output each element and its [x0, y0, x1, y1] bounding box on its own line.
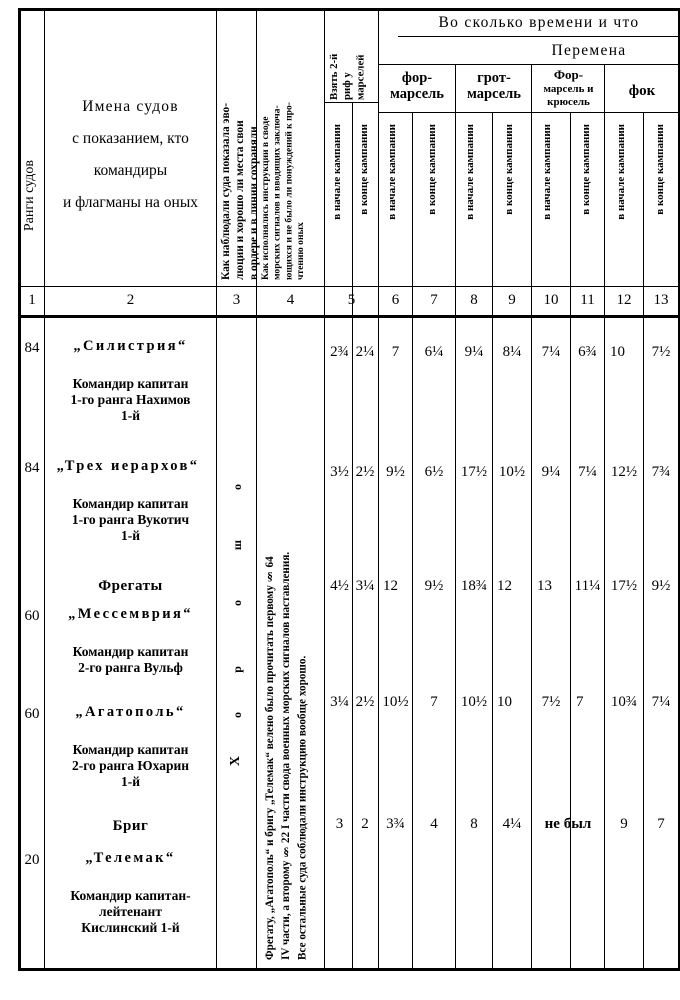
rule-v-col6 [412, 112, 413, 971]
row-2-val-9: 12 [497, 578, 512, 594]
colnum-12: 12 [616, 292, 632, 308]
reef-group-l3: марселей [354, 54, 367, 100]
row-0-val-12: 10 [610, 344, 625, 360]
group-formarsel-l2: марсель [390, 86, 444, 103]
col3-letter-o2: о [230, 484, 244, 490]
row-4-val-13: 7 [657, 816, 665, 832]
row-commander-1 [46, 496, 215, 544]
row-0-val-11: 6¾ [578, 344, 597, 360]
row-0-val-9: 8¼ [502, 344, 522, 360]
row-0-val-8: 9¼ [464, 344, 484, 360]
col-header-ships-line3: командиры [93, 162, 168, 179]
row-4-val-12: 9 [620, 816, 628, 832]
row-2-val-13: 9½ [651, 578, 671, 594]
row-3-val-5e: 2½ [355, 694, 375, 710]
row-rank-3: 60 [24, 706, 40, 722]
subheader-end-9: в конце кампании [503, 124, 515, 215]
rule-span-top [398, 36, 680, 37]
subheader-start-6: в начале кампании [386, 124, 398, 220]
row-commander-1-l2: 1-го ранга Вукотич [71, 511, 190, 527]
col-header-instructions-l2: морских сигналов и вводящих заключа- [271, 105, 283, 280]
col-header-instructions-l3: ющихся и не было ли понуждений к про- [283, 102, 295, 280]
row-commander-0-l2: 1-го ранга Нахимов [70, 391, 191, 407]
col-header-evolutions-l3: в ордере и в линии сохраняли [247, 126, 260, 280]
col3-letter-sh: ш [230, 540, 244, 551]
row-0-val-13: 7½ [651, 344, 671, 360]
row-3-val-8: 10½ [460, 694, 488, 710]
row-commander-4 [46, 888, 215, 936]
col4-note-l2: IV части, а второму § 22 I части свода военных морских сигналов наставления. [280, 551, 293, 960]
colnum-10: 10 [543, 292, 559, 308]
row-rank-2: 60 [24, 608, 40, 624]
col4-note-l1: Фрегату, „Агатополь“ и бригу „Телемак“ велено было прочитать первому § 64 [264, 556, 276, 960]
row-4-val-5e: 2 [361, 816, 369, 832]
group-header-formarsel [379, 70, 455, 102]
row-rank-0: 84 [24, 340, 40, 356]
row-ship-3: „Агатополь“ [75, 704, 186, 720]
row-commander-4-l3: Кислинский 1-й [81, 919, 180, 935]
row-2-val-5e: 3¼ [355, 578, 375, 594]
row-commander-2-l1: Командир капитан [72, 644, 189, 659]
row-rank-4: 20 [24, 852, 40, 868]
row-ship-2: „Мессемврия“ [68, 606, 193, 622]
row-commander-2 [46, 644, 215, 676]
colnum-6: 6 [391, 292, 400, 308]
subheader-end-5: в конце кампании [358, 124, 370, 215]
row-3-val-13: 7¼ [651, 694, 671, 710]
col-header-evolutions-l1: Как наблюдали суда показала эво- [220, 102, 232, 280]
row-2-val-5s: 4½ [330, 578, 349, 594]
row-rank-1: 84 [24, 460, 40, 476]
row-2-val-11: 11¼ [574, 578, 601, 594]
colnum-7: 7 [430, 292, 438, 308]
row-commander-3-l2: 2-го ранга Юхарин [71, 757, 190, 773]
row-2-val-8: 18¾ [460, 578, 488, 594]
col4-note [262, 330, 311, 960]
group-grotmarsel-l2: марсель [467, 86, 521, 103]
subheader-start-12: в начале кампании [615, 124, 627, 220]
colnum-1: 1 [28, 292, 36, 308]
rule-span-change [378, 64, 680, 65]
row-0-val-5s: 2¾ [330, 344, 349, 360]
subheader-end-7: в конце кампании [426, 124, 438, 215]
row-0-val-6: 7 [391, 344, 400, 360]
row-1-val-6: 9½ [386, 464, 405, 480]
rule-bottom [18, 968, 680, 971]
row-1-val-5e: 2½ [355, 464, 375, 480]
row-3-val-6: 10½ [382, 694, 409, 710]
group-header-fok [606, 83, 678, 100]
row-commander-3 [46, 742, 215, 790]
col-header-ships-line4: и флагманы на оных [62, 194, 199, 211]
col-header-rank: Ранги судов [22, 160, 37, 232]
rule-v-col11 [604, 64, 605, 971]
col-header-reef-group [328, 14, 368, 100]
row-ship-0: „Силистрия“ [73, 338, 188, 354]
row-1-val-11: 7¼ [578, 464, 597, 480]
row-commander-2-l2: 2-го ранга Вульф [78, 659, 183, 675]
row-3-val-12: 10¾ [610, 694, 638, 710]
rule-v-col7 [455, 64, 456, 971]
rule-v-col8 [492, 112, 493, 971]
row-4-val-10-11-merged: не был [544, 816, 592, 832]
reef-group-l2: риф у [341, 72, 354, 100]
subheader-end-11: в конце кампании [580, 124, 592, 215]
col-header-evolutions [220, 14, 262, 280]
row-ship-1: „Трех иерархов“ [56, 458, 200, 474]
rule-col5-bottom [324, 102, 378, 103]
subheader-start-10: в начале кампании [541, 124, 553, 220]
col-header-ships-line1: Имена судов [82, 98, 179, 115]
header-span-change: Перемена [551, 42, 627, 59]
row-3-val-10: 7½ [541, 694, 561, 710]
row-commander-4-l2: лейтенант [99, 903, 162, 919]
row-4-val-7: 4 [430, 816, 438, 832]
colnum-5: 5 [347, 292, 356, 308]
row-3-val-7: 7 [430, 694, 438, 710]
rule-group-bottom [378, 112, 680, 113]
row-2-val-12: 17½ [610, 578, 638, 594]
group-header-formarsel-kryusel [533, 67, 604, 110]
row-2-val-7: 9½ [424, 578, 444, 594]
row-2-val-10: 13 [537, 578, 552, 594]
group-fk-l1: Фор- [553, 67, 584, 82]
row-0-val-5e: 2¼ [355, 344, 375, 360]
rule-colnum-bottom [18, 315, 680, 318]
row-4-val-6: 3¾ [386, 816, 405, 832]
row-ship-4: „Телемак“ [85, 850, 176, 866]
row-1-val-8: 17½ [460, 464, 488, 480]
colnum-2: 2 [126, 292, 135, 308]
col-header-evolutions-l2: люции и хорошо ли места свои [233, 120, 246, 280]
colnum-11: 11 [580, 292, 595, 308]
row-1-val-12: 12½ [610, 464, 638, 480]
row-1-val-9: 10½ [498, 464, 526, 480]
row-3-val-5s: 3¼ [330, 694, 349, 710]
reef-group-l1: Взять 2-й [328, 53, 340, 100]
row-4-val-5s: 3 [335, 816, 344, 832]
row-4-val-8: 8 [470, 816, 478, 832]
rule-v-col9 [531, 64, 532, 971]
row-commander-0 [46, 376, 215, 424]
group-formarsel-l1: фор- [401, 70, 433, 86]
row-0-val-10: 7¼ [541, 344, 561, 360]
row-commander-1-l1: Командир капитан [72, 496, 189, 511]
group-fk-l2: марсель и [543, 83, 594, 96]
rule-v-col2 [216, 8, 217, 971]
row-2-val-6: 12 [383, 578, 398, 594]
col4-note-l3: Все остальные суда соблюдали инструкцию вообще хорошо. [296, 655, 309, 960]
colnum-3: 3 [232, 292, 241, 308]
row-commander-0-l3: 1-й [120, 407, 141, 423]
row-group-title-2: Фрегаты [98, 578, 163, 594]
row-commander-3-l3: 1-й [120, 773, 141, 789]
row-commander-0-l1: Командир капитан [72, 376, 189, 391]
group-grotmarsel-l1: грот- [477, 70, 511, 86]
header-span-top: Во сколько времени и что [438, 14, 640, 31]
row-commander-1-l3: 1-й [120, 527, 141, 543]
rule-v-col5a [352, 102, 353, 971]
row-commander-4-l1: Командир капитан- [70, 888, 191, 903]
subheader-start-8: в начале кампании [464, 124, 476, 220]
col-header-instructions-l4: чтению оных [295, 222, 307, 280]
col3-letter-kh: Х [228, 756, 243, 767]
row-3-val-11: 7 [576, 694, 584, 710]
row-1-val-13: 7¾ [651, 464, 671, 480]
colnum-8: 8 [470, 292, 478, 308]
col-header-instructions-l1: Как исполнялись инструкции в своде [260, 116, 271, 280]
group-fok-l1: фок [628, 83, 656, 99]
col-header-instructions [260, 14, 307, 280]
rule-v-col12 [643, 112, 644, 971]
row-group-title-4: Бриг [112, 818, 149, 834]
col3-letter-r: р [230, 666, 244, 673]
row-0-val-7: 6¼ [424, 344, 444, 360]
rule-top [18, 8, 680, 11]
group-fk-l3: крюсель [547, 96, 590, 109]
row-1-val-5s: 3½ [330, 464, 349, 480]
col3-letter-o4: о [230, 712, 244, 718]
rule-header-bottom [18, 286, 680, 287]
colnum-13: 13 [653, 292, 669, 308]
colnum-9: 9 [508, 292, 516, 308]
row-1-val-7: 6½ [424, 464, 444, 480]
rule-v-left [18, 8, 21, 971]
row-4-val-9: 4¼ [502, 816, 522, 832]
subheader-start-5: в начале кампании [331, 124, 343, 220]
group-header-grotmarsel [457, 70, 531, 102]
rule-v-col10 [570, 112, 571, 971]
col-header-ships-line2: с показанием, кто [72, 130, 189, 147]
row-1-val-10: 9¼ [541, 464, 561, 480]
row-commander-3-l1: Командир капитан [72, 742, 189, 757]
row-3-val-9: 10 [497, 694, 512, 710]
subheader-end-13: в конце кампании [654, 124, 666, 215]
col3-letter-o3: о [230, 600, 244, 606]
colnum-4: 4 [286, 292, 295, 308]
